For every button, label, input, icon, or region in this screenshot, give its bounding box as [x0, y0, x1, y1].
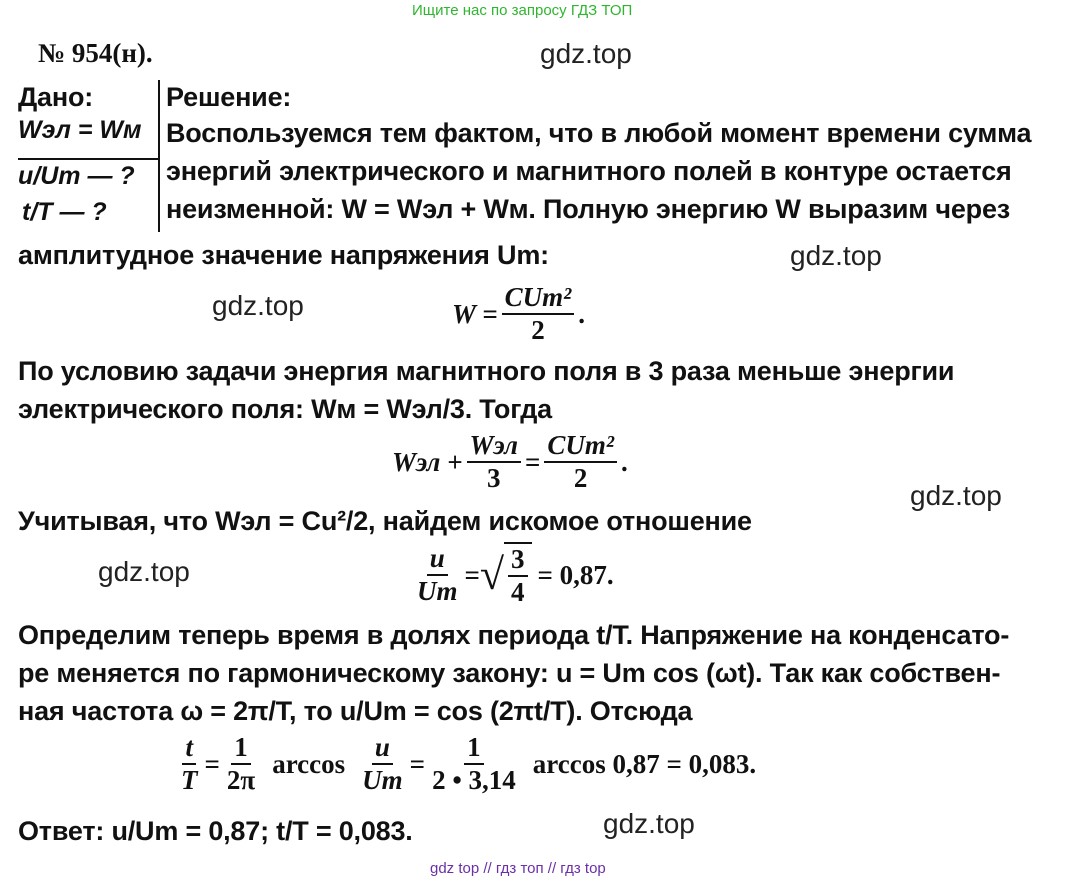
fraction — [467, 430, 521, 494]
given-divider — [18, 158, 158, 160]
equals-sign: = — [409, 748, 426, 779]
answer-line: Ответ: u/Um = 0,87; t/T = 0,083. — [18, 816, 413, 846]
problem-number: № 954(н). — [38, 38, 153, 68]
find-time: t/T — ? — [22, 198, 107, 226]
fraction-numerator: t — [182, 732, 196, 765]
fraction-numerator: u — [372, 732, 393, 765]
arccos-label: arccos — [272, 748, 346, 779]
text-line: неизменной: W = Wэл + Wм. Полную энергию W выразим через — [166, 194, 1011, 224]
fraction — [359, 732, 406, 796]
text-line: По условию задачи энергия магнитного поля в 3 раза меньше энергии — [18, 356, 955, 386]
fraction — [508, 544, 528, 608]
footer-links[interactable]: gdz top // гдз топ // гдз top — [430, 860, 606, 877]
text-line: амплитудное значение напряжения Um: — [18, 240, 549, 270]
text-line: Учитывая, что Wэл = Cu²/2, найдем искомое отношение — [18, 506, 752, 536]
formula-lhs: Wэл + — [392, 446, 463, 477]
fraction-numerator: 1 — [464, 732, 484, 765]
formula-end: . — [620, 446, 628, 477]
watermark: gdz.top — [212, 290, 304, 321]
fraction — [414, 543, 461, 607]
fraction — [178, 732, 201, 796]
fraction — [502, 282, 575, 346]
formula-lhs: W = — [452, 298, 498, 329]
fraction — [544, 430, 617, 494]
text-line: Определим теперь время в долях периода t/T. Напряжение на конденсато- — [18, 620, 1010, 650]
watermark: gdz.top — [98, 556, 190, 587]
watermark: gdz.top — [540, 38, 632, 69]
formula-balance — [392, 430, 628, 494]
radicand — [504, 542, 532, 608]
fraction-denominator: 4 — [511, 577, 525, 608]
fraction-numerator: Wэл — [467, 430, 521, 463]
text-line: энергий электрического и магнитного полей в контуре остается — [166, 156, 1012, 186]
text-line: ная частота ω = 2π/T, то u/Um = cos (2πt/T). Отсюда — [18, 696, 693, 726]
fraction-denominator: 2 • 3,14 — [432, 765, 516, 796]
square-root — [480, 542, 532, 608]
equals-sign: = — [204, 748, 220, 779]
formula-result: arccos 0,87 = 0,083. — [532, 748, 757, 779]
fraction-denominator: T — [181, 765, 198, 796]
solution-heading: Решение: — [166, 82, 292, 112]
fraction-denominator: 3 — [487, 463, 501, 494]
fraction-denominator: 2 — [531, 315, 545, 346]
fraction-numerator: CUm² — [502, 282, 575, 315]
fraction-numerator: u — [427, 543, 448, 576]
formula-energy — [452, 282, 585, 346]
fraction-denominator: 2 — [573, 463, 588, 494]
search-banner[interactable]: Ищите нас по запросу ГДЗ ТОП — [412, 2, 633, 19]
watermark: gdz.top — [603, 808, 695, 839]
given-separator — [158, 80, 160, 232]
text-line: Воспользуемся тем фактом, что в любой момент времени сумма — [166, 118, 1032, 148]
text-line: ре меняется по гармоническому закону: u = Um cos (ωt). Так как собствен- — [18, 658, 1001, 688]
text-line: электрического поля: Wм = Wэл/3. Тогда — [18, 394, 552, 424]
fraction-numerator: 1 — [231, 732, 251, 765]
radical-sign-icon: √ — [479, 550, 505, 600]
fraction — [224, 732, 258, 796]
fraction-denominator: Um — [417, 576, 458, 607]
fraction-denominator: Um — [362, 765, 403, 796]
fraction-numerator: CUm² — [544, 430, 617, 463]
find-ratio: u/Um — ? — [18, 162, 135, 190]
formula-ratio — [410, 542, 614, 608]
given-heading: Дано: — [18, 82, 94, 112]
formula-end: . — [578, 298, 586, 329]
equals-sign: = — [464, 559, 480, 590]
formula-time — [174, 732, 756, 796]
fraction-numerator: 3 — [508, 544, 528, 577]
fraction — [429, 732, 519, 796]
equals-sign: = — [524, 446, 541, 477]
formula-result: = 0,87. — [537, 559, 614, 590]
given-condition: Wэл = Wм — [18, 116, 142, 144]
watermark: gdz.top — [790, 240, 882, 271]
fraction-denominator: 2π — [226, 765, 256, 796]
watermark: gdz.top — [910, 480, 1002, 511]
